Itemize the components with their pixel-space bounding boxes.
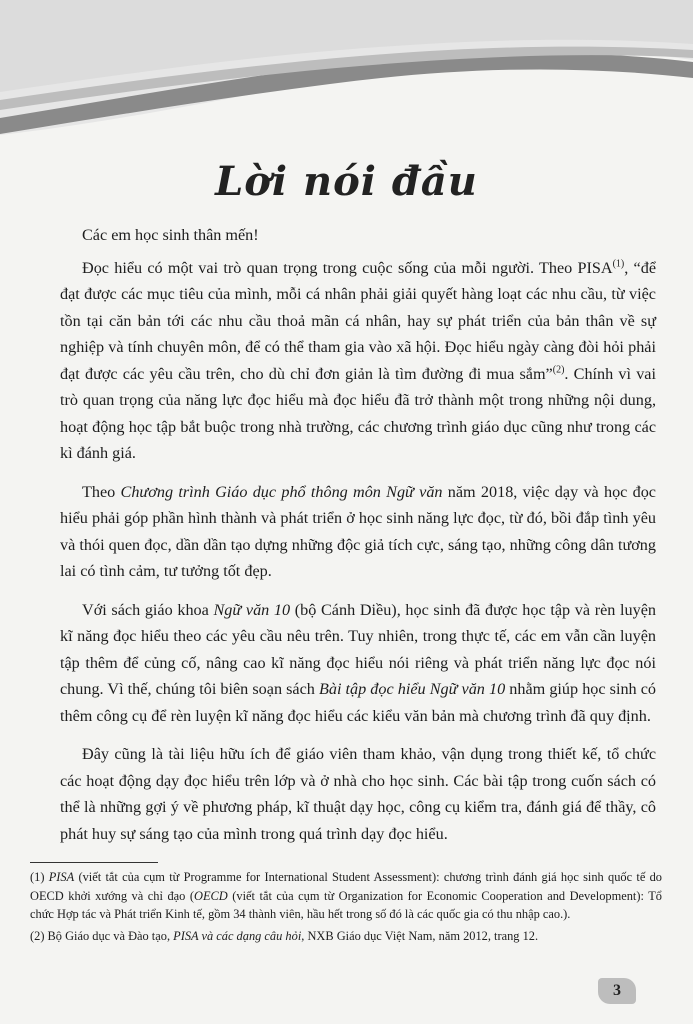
footnote-2: (2) Bộ Giáo dục và Đào tạo, PISA và các dạng câu hỏi, NXB Giáo dục Việt Nam, năm 2012, trang 12. xyxy=(30,928,539,943)
paragraph-1: Đọc hiểu có một vai trò quan trọng trong cuộc sống của mỗi người. Theo PISA$^{(1)}$, “để đạt được các mục tiêu của mình, mỗi cá nhân phải giải quyết hàng loạt các nhu cầu, từ việc tồn tại căn bản tới các nhu cầu thoả mãn cá nhân, hay sự phát triển của bản thân về sự nghiệp và tính chuyên môn, để có thể tham gia vào xã hội. Đọc hiểu ngày càng đòi hỏi phải đạt được các yêu cầu trên, cho dù chỉ đơn giản là tìm đường đi mua sắm”$^{(2)}$. Chính vì vai trò quan trọng của năng lực đọc hiểu mà đọc hiểu đã trở thành một trong những nội dung, hoạt động học tập bắt buộc trong nhà trường, các chương trình giáo dục cũng như trong các kì đánh giá. xyxy=(60,258,656,462)
paragraph-2: Theo Chương trình Giáo dục phổ thông môn Ngữ văn năm 2018, việc dạy và học đọc hiểu phải góp phần hình thành và phát triển ở học sinh năng lực đọc, từ đó, bồi đắp tình yêu và thói quen đọc, dần dần tạo dựng những độc giả tích cực, sáng tạo, những công dân tương lai có tình cảm, tư tưởng tốt đẹp. xyxy=(60,482,656,580)
paragraph-3: Với sách giáo khoa Ngữ văn 10 (bộ Cánh Diều), học sinh đã được học tập và rèn luyện kĩ năng đọc hiểu theo các yêu cầu nêu trên. Tuy nhiên, trong thực tế, các em vẫn cần luyện tập thêm để củng cố, nâng cao kĩ năng đọc hiểu nói riêng và phát triển năng lực đọc nói chung. Vì thế, chúng tôi biên soạn sách Bài tập đọc hiểu Ngữ văn 10 nhằm giúp học sinh có thêm công cụ để rèn luyện kĩ năng đọc hiểu các kiểu văn bản mà chương trình đã quy định. xyxy=(60,600,656,725)
header-wave-decoration xyxy=(0,0,693,150)
footnote-ref-1[interactable]: (1) xyxy=(612,258,625,270)
paragraph-4: Đây cũng là tài liệu hữu ích để giáo viên tham khảo, vận dụng trong thiết kế, tổ chức các hoạt động dạy đọc hiểu trên lớp và ở nhà cho học sinh. Các bài tập trong cuốn sách có thể là những gợi ý về phương pháp, kĩ thuật dạy học, công cụ kiểm tra, đánh giá để thầy, cô phát huy sự sáng tạo của mình trong quá trình dạy đọc hiểu. xyxy=(60,745,656,843)
footnotes xyxy=(30,868,662,948)
page-title: Lời nói đầu xyxy=(215,158,478,205)
preface-body xyxy=(60,222,656,859)
footnote-ref-2[interactable]: (2) xyxy=(552,364,565,376)
footnote-1: (1) PISA (viết tắt của cụm từ Programme for International Student Assessment): chương trình đánh giá học sinh quốc tế do OECD khởi xướng và chỉ đạo (OECD (viết tắt của cụm từ Organization for Economic Cooperation and Development): Tổ chức Hợp tác và Phát triển Kinh tế, gồm 34 thành viên, hầu hết trong số đó là các quốc gia có thu nhập cao.). xyxy=(30,870,663,921)
footnote-divider xyxy=(30,862,158,863)
greeting: Các em học sinh thân mến! xyxy=(82,226,259,244)
page-number: 3 xyxy=(598,978,636,1004)
